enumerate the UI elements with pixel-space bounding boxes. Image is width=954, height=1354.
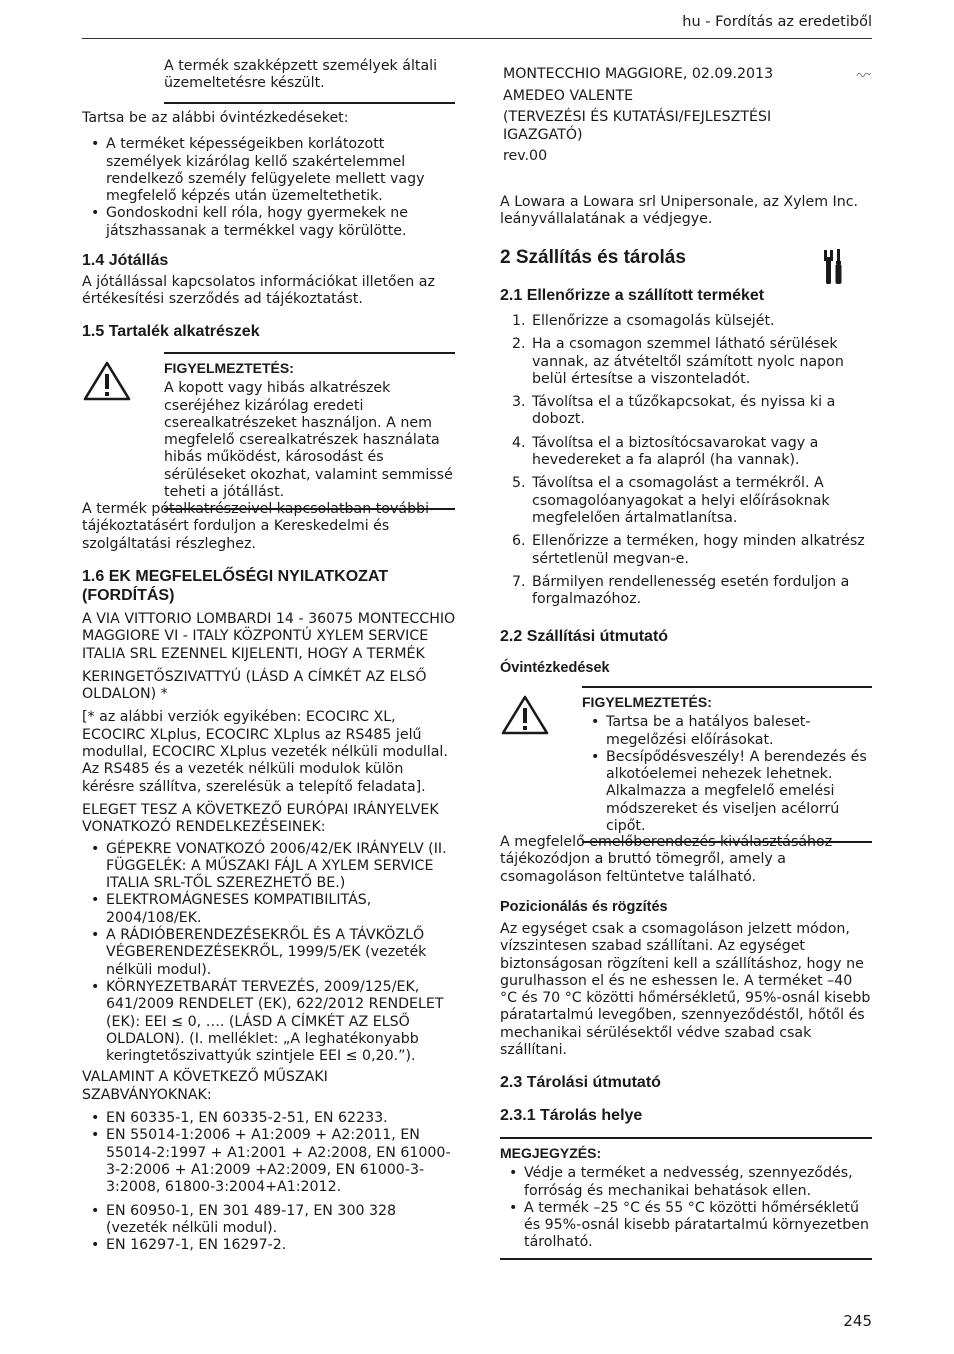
list-item: • Védje a terméket a nedvesség, szennyeződés, forróság és mechanikai behatások ellen. <box>500 1165 872 1200</box>
sign-name: AMEDEO VALENTE <box>503 88 634 104</box>
subheading: Óvintézkedések <box>500 660 610 676</box>
section-1-6 <box>82 567 456 1254</box>
note-bottom-rule <box>500 1258 872 1260</box>
list-item: • EN 60335-1, EN 60335-2-51, EN 62233. <box>82 1110 456 1127</box>
signature-block <box>503 64 843 166</box>
warning-label: FIGYELMEZTETÉS: <box>582 694 712 710</box>
section-1-4 <box>82 251 456 309</box>
warning-top-rule <box>164 352 455 354</box>
trademark <box>500 194 872 229</box>
list-item: • A RÁDIÓBERENDEZÉSEKRŐL ÉS A TÁVKÖZLŐ VÉGBERENDEZÉSEKRŐL, 1999/5/EK (vezeték nélküli modul). <box>82 927 456 979</box>
note-list <box>500 1165 872 1251</box>
section-2-2 <box>500 627 872 646</box>
note-label: MEGJEGYZÉS: <box>500 1145 602 1161</box>
list-item: • Tartsa be a hatályos baleset-megelőzési előírásokat. <box>582 714 872 749</box>
standards-list <box>82 1110 456 1254</box>
lifting-info <box>500 834 872 886</box>
declaration-p1: A VIA VITTORIO LOMBARDI 14 - 36075 MONTECCHIO MAGGIORE VI - ITALY KÖZPONTÚ XYLEM SERVICE ITALIA SRL EZENNEL KIJELENTI, HOGY A TERMÉK <box>82 611 456 662</box>
list-item: 2. Ha a csomagon szemmel látható sérülések vannak, az átvételtől számított nyolc napon belül értesítse a viszonteladót. <box>512 336 844 387</box>
positioning-text: Az egységet csak a csomagoláson jelzett módon, vízszintesen szabad szállítani. Az egységet biztonságosan rögzíteni kell a szállításhoz, hogy ne gurulhasson el és ne eshessen le. A terméket –40 °C és 70 °C közötti hőmérsékletű, 95%-osnál kisebb páratartalmú levegőben, szennyeződéstől, hőtől és mechanikai sérülésektől védve szabad csak szállítani. <box>500 921 871 1059</box>
section-heading: 1.4 Jótállás <box>82 252 169 269</box>
list-item: • EN 55014-1:2006 + A1:2009 + A2:2011, EN 55014-2:1997 + A1:2001 + A2:2008, EN 61000-3-2:2006 + A1:2009 +A2:2009, EN 61000-3-3:2008, 61800-3:2004+A1:2012. <box>82 1127 456 1196</box>
chapter-2-heading-wrap <box>500 247 810 269</box>
warning-icon <box>82 360 132 402</box>
list-item: 1. Ellenőrizze a csomagolás külsejét. <box>512 313 775 329</box>
warning-list <box>582 714 872 835</box>
declaration-p4: ELEGET TESZ A KÖVETKEZŐ EURÓPAI IRÁNYELVEK VONATKOZÓ RENDELKEZÉSEINEK: <box>82 801 439 836</box>
steps-wrap <box>500 313 872 614</box>
lifting-text: A megfelelő emelőberendezés kiválasztásához tájékozódjon a bruttó tömegről, amely a csomagoláson feltüntetve található. <box>500 834 833 885</box>
section-heading: 2.3 Tárolási útmutató <box>500 1074 661 1091</box>
sign-place: MONTECCHIO MAGGIORE, 02.09.2013 <box>503 66 774 82</box>
chapter-heading: 2 Szállítás és tárolás <box>500 247 686 268</box>
intro-note <box>164 58 455 104</box>
inspection-steps <box>500 313 872 608</box>
intro-note-rule <box>164 102 455 104</box>
warning-icon <box>500 694 550 736</box>
section-heading: 2.1 Ellenőrizze a szállított terméket <box>500 287 765 304</box>
section-2-3 <box>500 1073 872 1092</box>
spare-text: A termék pótalkatrészeivel kapcsolatban további tájékoztatásért forduljon a Kereskedelmi és szolgáltatási részleghez. <box>82 501 430 552</box>
directives-list <box>82 841 456 1066</box>
warning-box <box>164 352 455 510</box>
precautions-block <box>82 110 456 240</box>
section-heading: 1.5 Tartalék alkatrészek <box>82 323 260 340</box>
list-item: • EN 60950-1, EN 301 489-17, EN 300 328 (vezeték nélküli modul). <box>82 1203 456 1238</box>
spare-info <box>82 501 456 553</box>
list-item: • Becsípődésveszély! A berendezés és alkotóelemei nehezek lehetnek. Alkalmazza a megfelelő emelési módszereket és viseljen acélorrú cipőt. <box>582 749 872 835</box>
note-box <box>500 1137 872 1260</box>
list-item: • ELEKTROMÁGNESES KOMPATIBILITÁS, 2004/108/EK. <box>82 892 456 927</box>
trademark-text: A Lowara a Lowara srl Unipersonale, az Xylem Inc. leányvállalatának a védjegye. <box>500 194 859 228</box>
section-heading: 1.6 EK MEGFELELŐSÉGI NYILATKOZAT (FORDÍTÁS) <box>82 568 389 604</box>
sign-role: (TERVEZÉSI ÉS KUTATÁSI/FEJLESZTÉSI IGAZGATÓ) <box>503 109 772 143</box>
list-item: • EN 16297-1, EN 16297-2. <box>82 1237 456 1254</box>
section-1-5-heading-wrap <box>82 322 456 341</box>
list-item: 4. Távolítsa el a biztosítócsavarokat vagy a hevedereket a fa alapról (ha vannak). <box>512 434 819 469</box>
precautions-intro: Tartsa be az alábbi óvintézkedéseket: <box>82 110 349 126</box>
list-item: • A termék –25 °C és 55 °C közötti hőmérsékletű és 95%-osnál kisebb páratartalmú környezetben tárolható. <box>500 1200 872 1252</box>
positioning-block <box>500 898 872 1059</box>
list-item: • GÉPEKRE VONATKOZÓ 2006/42/EK IRÁNYELV (II. FÜGGELÉK: A MŰSZAKI FÁJL A XYLEM SERVICE ITALIA SRL-TŐL SZEREZHETŐ BE.) <box>82 841 456 893</box>
section-2-1 <box>500 286 810 305</box>
running-header: hu - Fordítás az eredetiből <box>682 14 872 30</box>
warning-text: A kopott vagy hibás alkatrészek cseréjéhez kizárólag eredeti cserealkatrészeket használjon. A nem megfelelő cserealkatrészek használata hibás működést, károsodást és sérüléseket okozhat, valamint semmissé teheti a jótállást. <box>164 380 453 501</box>
section-heading: 2.2 Szállítási útmutató <box>500 628 669 645</box>
subheading: Pozicionálás és rögzítés <box>500 899 668 915</box>
warning-box <box>582 686 872 843</box>
list-item: • Gondoskodni kell róla, hogy gyermekek ne játszhassanak a termékkel vagy körülötte. <box>82 205 456 240</box>
note-top-rule <box>500 1137 872 1139</box>
declaration-p2: KERINGETŐSZIVATTYÚ (LÁSD A CÍMKÉT AZ ELSŐ OLDALON) * <box>82 668 427 703</box>
list-item: 7. Bármilyen rendellenesség esetén forduljon a forgalmazóhoz. <box>512 573 850 608</box>
warning-label: FIGYELMEZTETÉS: <box>164 360 294 376</box>
list-item: 3. Távolítsa el a tűzőkapcsokat, és nyissa ki a dobozt. <box>512 394 836 428</box>
page-number: 245 <box>843 1312 872 1330</box>
section-heading: 2.3.1 Tárolás helye <box>500 1107 643 1124</box>
section-2-3-1 <box>500 1106 872 1125</box>
tools-icon <box>822 248 846 286</box>
warning-top-rule <box>582 686 872 688</box>
list-item: 5. Távolítsa el a csomagolást a termékről. A csomagolóanyagokat a helyi előírásoknak megfelelően ártalmatlanítsa. <box>512 475 830 526</box>
intro-note-text: A termék szakképzett személyek általi üzemeltetésre készült. <box>164 58 438 92</box>
signature-icon <box>856 70 872 78</box>
section-text: A jótállással kapcsolatos információkat illetően az értékesítési szerződés ad tájékoztatást. <box>82 274 435 308</box>
precautions-list <box>82 136 456 240</box>
list-item: 6. Ellenőrizze a terméken, hogy minden alkatrész sértetlenül megvan-e. <box>512 533 865 567</box>
list-item: • KÖRNYEZETBARÁT TERVEZÉS, 2009/125/EK, 641/2009 RENDELET (EK), 622/2012 RENDELET (EK): EEI ≤ 0, …. (LÁSD A CÍMKÉT AZ ELSŐ OLDALON). (I. melléklet: „A leghatékonyabb keringtetőszivattyúk szintjele EEI ≤ 0,20.”). <box>82 979 456 1065</box>
declaration-p5: VALAMINT A KÖVETKEZŐ MŰSZAKI SZABVÁNYOKNAK: <box>82 1069 328 1103</box>
list-item: • A terméket képességeikben korlátozott személyek kizárólag kellő szakértelemmel rendelkező személy felügyelete mellett vagy megfelelő képzés után üzemeltethetik. <box>82 136 456 205</box>
header-divider <box>82 38 872 39</box>
declaration-p3: [* az alábbi verziók egyikében: ECOCIRC XL, ECOCIRC XLplus, ECOCIRC XLplus az RS485 jelű modullal, ECOCIRC XLplus vezeték nélküli modullal. Az RS485 és a vezeték nélküli modulok külön kérésre szállítva, szerelésük a telepítő feladata]. <box>82 709 448 795</box>
precautions-subheading-wrap <box>500 659 872 677</box>
sign-rev: rev.00 <box>503 148 548 164</box>
